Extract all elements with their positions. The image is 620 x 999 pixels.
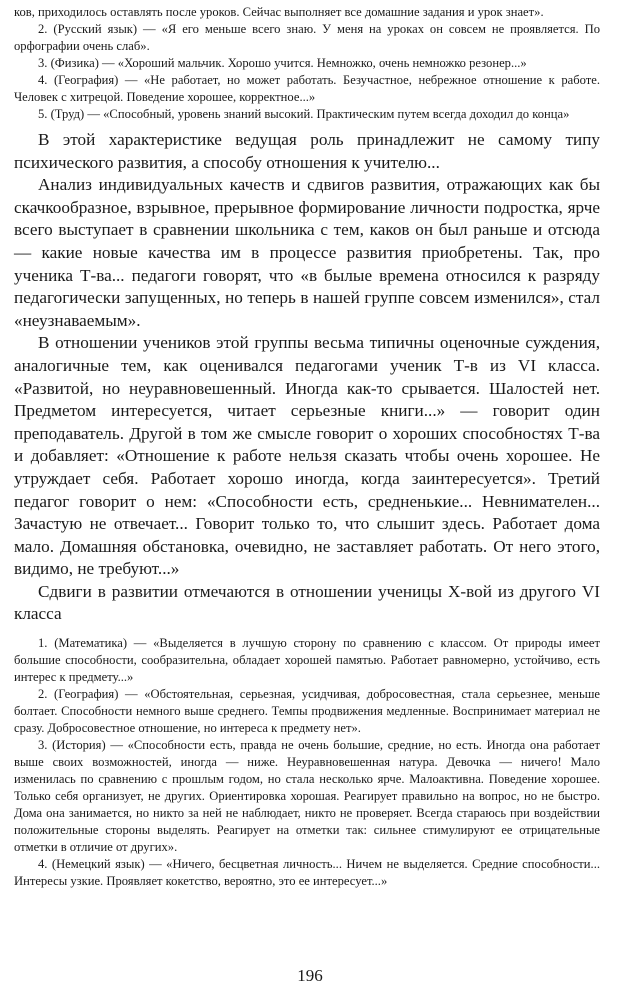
paragraph: 2. (География) — «Обстоятельная, серьезная, усидчивая, добросовестная, стала серьезнее, меньше болтает. Способности немного выше среднего. Темпы продвижения медленные. Воспринимает материал не сразу. Добросовестное отношение, но интереса к предмету нет». xyxy=(14,687,600,736)
paragraph: В этой характеристике ведущая роль принадлежит не самому типу психического развития, а способу отношения к учителю... xyxy=(14,130,600,172)
paragraph: 5. (Труд) — «Способный, уровень знаний высокий. Практическим путем всегда доходил до конца» xyxy=(38,107,570,121)
page-number: 196 xyxy=(297,966,323,985)
teacher-comments-first-student xyxy=(14,4,600,123)
paragraph: 4. (География) — «Не работает, но может работать. Безучастное, небрежное отношение к работе. Человек с хитрецой. Поведение хорошее, корректное...» xyxy=(14,73,600,104)
paragraph: ков, приходилось оставлять после уроков. Сейчас выполняет все домашние задания и урок знает». xyxy=(14,5,544,19)
teacher-comments-second-student xyxy=(14,635,600,890)
paragraph: 2. (Русский язык) — «Я его меньше всего знаю. У меня на уроках он совсем не проявляется. По орфографии очень слаб». xyxy=(14,22,600,53)
paragraph: Анализ индивидуальных качеств и сдвигов развития, отражающих как бы скачкообразное, взрывное, прерывное формирование личности подростка, ярче всего выступает в сравнении школьника с тем, каков он был раньше и отсюда — какие новые качества им в процессе развития приобретены. Так, про ученика Т-ва... педагоги говорят, что «в былые времена относился к разряду педагогически запущенных, но теперь в нашей группе совсем изменился», стал «неузнаваемым». xyxy=(14,175,600,330)
paragraph: 4. (Немецкий язык) — «Ничего, бесцветная личность... Ничем не выделяется. Средние способности... Интересы узкие. Проявляет кокетство, вероятно, это ее интересует...» xyxy=(14,857,600,889)
main-text xyxy=(14,129,600,626)
paragraph: 3. (История) — «Способности есть, правда не очень большие, средние, но есть. Иногда она работает выше своих возможностей, иногда — ниже. Неуравновешенная натура. Девочка — ничего! Мало изменилась по сравнению с прошлым годом, но стала несколько ярче. Малоактивна. Поведение хорошее. Только себя организует, не других. Ориентировка хорошая. Реагирует правильно на вопрос, но не быстро. Дома она занимается, но никто за ней не наблюдает, никто не проверяет. Всегда стараюсь при воздействии положительные стороны выделять. Реагирует на отметки так: сильнее стимулируют ее отрицательные отметки в отличие от других». xyxy=(14,738,600,855)
paragraph: Сдвиги в развитии отмечаются в отношении ученицы Х-вой из другого VI класса xyxy=(14,581,600,624)
paragraph: 3. (Физика) — «Хороший мальчик. Хорошо учится. Немножко, очень немножко резонер...» xyxy=(38,56,527,70)
paragraph: В отношении учеников этой группы весьма типичны оценочные суждения, аналогичные тем, как оценивался педагогами ученик Т-в из VI класса. «Развитой, но неуравновешенный. Иногда как-то срывается. Шалостей нет. Предметом интересуется, читает серьезные книги...» — говорит один преподаватель. Другой в том же смысле говорит о хороших способностях Т-ва и добавляет: «Отношение к работе нельзя сказать чтобы очень хорошее. Не утруждает себя. Работает хорошо иногда, когда заинтересуется». Третий педагог говорит о нем: «Способности есть, средненькие... Невнимателен... Зачастую не отвечает... Говорит только то, что слышит здесь. Работает дома мало. Домашняя обстановка, очевидно, не заставляет работать. От него этого, видимо, не требуют...» xyxy=(14,333,600,579)
paragraph: 1. (Математика) — «Выделяется в лучшую сторону по сравнению с классом. От природы имеет большие способности, сообразительна, обладает хорошей памятью. Работает равномерно, устойчиво, есть интерес к предмету...» xyxy=(14,636,600,685)
